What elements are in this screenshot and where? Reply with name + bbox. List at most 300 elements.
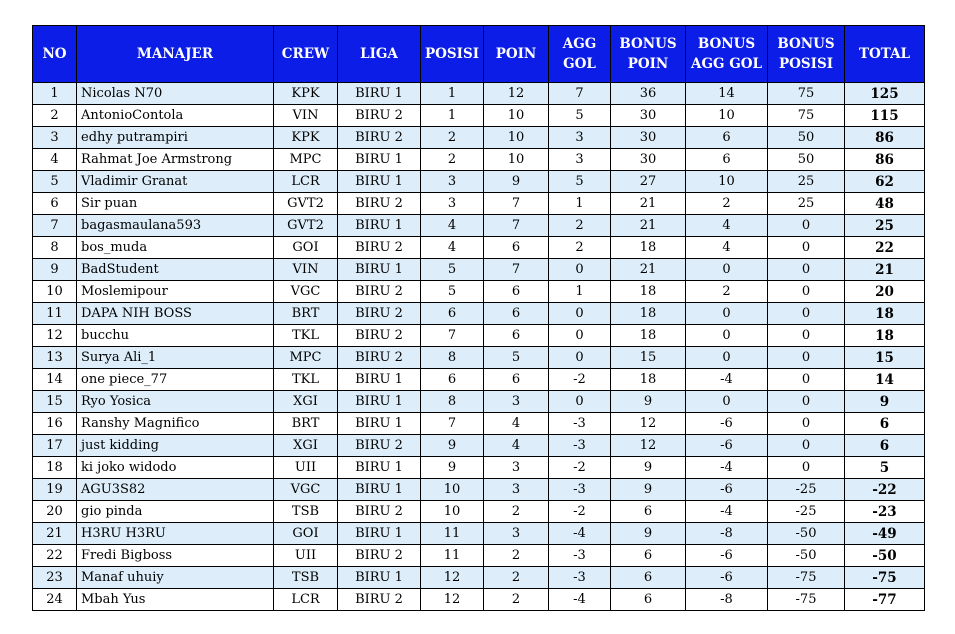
cell-bonus-poin: 36: [611, 83, 686, 105]
cell-liga: BIRU 1: [338, 369, 421, 391]
cell-no: 13: [33, 347, 77, 369]
cell-posisi: 10: [421, 501, 484, 523]
cell-total: 15: [845, 347, 925, 369]
cell-no: 20: [33, 501, 77, 523]
cell-total: 25: [845, 215, 925, 237]
cell-liga: BIRU 1: [338, 479, 421, 501]
cell-manajer: Moslemipour: [77, 281, 274, 303]
cell-total: 6: [845, 435, 925, 457]
table-row: [33, 83, 925, 105]
table-row: [33, 457, 925, 479]
cell-manajer: Mbah Yus: [77, 589, 274, 611]
cell-bonus-agg-gol: 10: [686, 171, 768, 193]
cell-total: 18: [845, 303, 925, 325]
cell-agg-gol: -4: [549, 589, 611, 611]
cell-no: 12: [33, 325, 77, 347]
cell-bonus-posisi: 75: [768, 105, 845, 127]
cell-no: 18: [33, 457, 77, 479]
cell-manajer: just kidding: [77, 435, 274, 457]
cell-total: 5: [845, 457, 925, 479]
cell-no: 24: [33, 589, 77, 611]
cell-no: 10: [33, 281, 77, 303]
cell-liga: BIRU 1: [338, 457, 421, 479]
cell-crew: TSB: [274, 567, 338, 589]
table-row: [33, 479, 925, 501]
cell-poin: 7: [484, 193, 549, 215]
cell-bonus-poin: 6: [611, 589, 686, 611]
cell-poin: 2: [484, 545, 549, 567]
cell-manajer: Sir puan: [77, 193, 274, 215]
table-row: [33, 149, 925, 171]
cell-manajer: gio pinda: [77, 501, 274, 523]
cell-posisi: 11: [421, 545, 484, 567]
cell-bonus-posisi: 0: [768, 413, 845, 435]
cell-bonus-agg-gol: 6: [686, 127, 768, 149]
cell-crew: VGC: [274, 281, 338, 303]
cell-manajer: Rahmat Joe Armstrong: [77, 149, 274, 171]
cell-manajer: Vladimir Granat: [77, 171, 274, 193]
cell-bonus-agg-gol: 4: [686, 237, 768, 259]
cell-bonus-poin: 21: [611, 259, 686, 281]
cell-total: -50: [845, 545, 925, 567]
cell-bonus-agg-gol: -4: [686, 369, 768, 391]
table-row: [33, 369, 925, 391]
cell-posisi: 9: [421, 457, 484, 479]
cell-no: 4: [33, 149, 77, 171]
cell-liga: BIRU 2: [338, 501, 421, 523]
cell-bonus-agg-gol: 0: [686, 303, 768, 325]
cell-bonus-posisi: -75: [768, 567, 845, 589]
cell-total: -23: [845, 501, 925, 523]
cell-posisi: 1: [421, 105, 484, 127]
cell-poin: 10: [484, 127, 549, 149]
cell-no: 15: [33, 391, 77, 413]
header-bonus-agg-gol: [686, 26, 768, 83]
cell-manajer: Nicolas N70: [77, 83, 274, 105]
cell-total: 22: [845, 237, 925, 259]
cell-bonus-posisi: -25: [768, 479, 845, 501]
cell-total: 115: [845, 105, 925, 127]
cell-bonus-posisi: -50: [768, 523, 845, 545]
cell-poin: 10: [484, 105, 549, 127]
cell-posisi: 5: [421, 259, 484, 281]
cell-poin: 2: [484, 501, 549, 523]
cell-no: 8: [33, 237, 77, 259]
cell-poin: 5: [484, 347, 549, 369]
cell-liga: BIRU 2: [338, 347, 421, 369]
cell-crew: VIN: [274, 259, 338, 281]
cell-bonus-agg-gol: 2: [686, 281, 768, 303]
cell-bonus-posisi: -50: [768, 545, 845, 567]
cell-no: 7: [33, 215, 77, 237]
cell-crew: UII: [274, 457, 338, 479]
cell-poin: 6: [484, 369, 549, 391]
cell-no: 9: [33, 259, 77, 281]
cell-poin: 6: [484, 303, 549, 325]
cell-bonus-agg-gol: 0: [686, 347, 768, 369]
cell-bonus-poin: 9: [611, 479, 686, 501]
cell-manajer: bagasmaulana593: [77, 215, 274, 237]
cell-poin: 10: [484, 149, 549, 171]
cell-bonus-poin: 12: [611, 435, 686, 457]
cell-agg-gol: 1: [549, 193, 611, 215]
cell-agg-gol: -3: [549, 413, 611, 435]
cell-bonus-poin: 30: [611, 105, 686, 127]
cell-crew: MPC: [274, 149, 338, 171]
cell-no: 14: [33, 369, 77, 391]
cell-poin: 3: [484, 523, 549, 545]
cell-total: 86: [845, 127, 925, 149]
cell-total: 86: [845, 149, 925, 171]
cell-bonus-poin: 18: [611, 237, 686, 259]
cell-bonus-poin: 21: [611, 215, 686, 237]
cell-crew: TSB: [274, 501, 338, 523]
cell-agg-gol: 7: [549, 83, 611, 105]
header-no: NO: [33, 26, 77, 83]
cell-liga: BIRU 1: [338, 391, 421, 413]
cell-manajer: bos_muda: [77, 237, 274, 259]
cell-poin: 3: [484, 391, 549, 413]
cell-agg-gol: 0: [549, 259, 611, 281]
cell-bonus-posisi: 0: [768, 457, 845, 479]
cell-crew: LCR: [274, 171, 338, 193]
cell-poin: 4: [484, 435, 549, 457]
cell-agg-gol: 2: [549, 237, 611, 259]
cell-manajer: Manaf uhuiy: [77, 567, 274, 589]
cell-liga: BIRU 1: [338, 523, 421, 545]
cell-bonus-posisi: 25: [768, 171, 845, 193]
cell-posisi: 5: [421, 281, 484, 303]
cell-manajer: Ryo Yosica: [77, 391, 274, 413]
cell-total: 9: [845, 391, 925, 413]
header-agg-gol-line1: AGG: [562, 36, 597, 52]
cell-manajer: H3RU H3RU: [77, 523, 274, 545]
cell-agg-gol: 1: [549, 281, 611, 303]
cell-posisi: 6: [421, 369, 484, 391]
cell-manajer: ki joko widodo: [77, 457, 274, 479]
cell-total: 18: [845, 325, 925, 347]
cell-bonus-agg-gol: -6: [686, 545, 768, 567]
cell-agg-gol: 5: [549, 171, 611, 193]
cell-poin: 3: [484, 457, 549, 479]
header-agg-gol-line2: GOL: [563, 56, 596, 72]
cell-bonus-poin: 9: [611, 391, 686, 413]
cell-liga: BIRU 1: [338, 83, 421, 105]
table-row: [33, 435, 925, 457]
header-posisi: POSISI: [421, 26, 484, 83]
cell-bonus-agg-gol: 6: [686, 149, 768, 171]
table-row: [33, 567, 925, 589]
cell-crew: LCR: [274, 589, 338, 611]
cell-no: 19: [33, 479, 77, 501]
cell-no: 21: [33, 523, 77, 545]
cell-poin: 3: [484, 479, 549, 501]
cell-liga: BIRU 1: [338, 413, 421, 435]
header-bonus-posisi: [768, 26, 845, 83]
cell-total: 21: [845, 259, 925, 281]
table-row: [33, 259, 925, 281]
cell-crew: XGI: [274, 435, 338, 457]
cell-bonus-agg-gol: 0: [686, 259, 768, 281]
header-crew: CREW: [274, 26, 338, 83]
cell-bonus-poin: 18: [611, 281, 686, 303]
cell-no: 5: [33, 171, 77, 193]
cell-bonus-poin: 6: [611, 545, 686, 567]
cell-no: 17: [33, 435, 77, 457]
cell-bonus-agg-gol: -6: [686, 567, 768, 589]
table-body: [33, 83, 925, 611]
cell-bonus-agg-gol: 14: [686, 83, 768, 105]
cell-agg-gol: 0: [549, 303, 611, 325]
cell-bonus-poin: 18: [611, 369, 686, 391]
table-row: [33, 325, 925, 347]
cell-liga: BIRU 2: [338, 589, 421, 611]
cell-liga: BIRU 2: [338, 325, 421, 347]
cell-agg-gol: -2: [549, 457, 611, 479]
cell-bonus-poin: 30: [611, 127, 686, 149]
cell-posisi: 9: [421, 435, 484, 457]
cell-poin: 7: [484, 259, 549, 281]
table-row: [33, 193, 925, 215]
cell-bonus-posisi: 50: [768, 127, 845, 149]
cell-posisi: 12: [421, 567, 484, 589]
header-poin: POIN: [484, 26, 549, 83]
header-total: TOTAL: [845, 26, 925, 83]
cell-liga: BIRU 1: [338, 149, 421, 171]
cell-bonus-agg-gol: -4: [686, 457, 768, 479]
cell-poin: 6: [484, 325, 549, 347]
cell-bonus-agg-gol: 10: [686, 105, 768, 127]
cell-bonus-posisi: 0: [768, 215, 845, 237]
cell-poin: 2: [484, 567, 549, 589]
cell-bonus-agg-gol: 2: [686, 193, 768, 215]
cell-liga: BIRU 2: [338, 127, 421, 149]
cell-crew: BRT: [274, 303, 338, 325]
cell-bonus-agg-gol: 0: [686, 325, 768, 347]
cell-bonus-posisi: 50: [768, 149, 845, 171]
cell-bonus-posisi: 0: [768, 391, 845, 413]
cell-agg-gol: -3: [549, 435, 611, 457]
header-bonus-poin-line1: BONUS: [619, 36, 677, 52]
cell-liga: BIRU 1: [338, 259, 421, 281]
header-bonus-poin: [611, 26, 686, 83]
cell-no: 16: [33, 413, 77, 435]
cell-posisi: 3: [421, 193, 484, 215]
cell-total: 14: [845, 369, 925, 391]
cell-manajer: DAPA NIH BOSS: [77, 303, 274, 325]
cell-manajer: one piece_77: [77, 369, 274, 391]
cell-total: 20: [845, 281, 925, 303]
cell-bonus-agg-gol: 4: [686, 215, 768, 237]
table-row: [33, 303, 925, 325]
cell-poin: 2: [484, 589, 549, 611]
cell-manajer: Ranshy Magnifico: [77, 413, 274, 435]
table-row: [33, 171, 925, 193]
cell-poin: 6: [484, 237, 549, 259]
table-row: [33, 501, 925, 523]
cell-posisi: 12: [421, 589, 484, 611]
cell-bonus-poin: 30: [611, 149, 686, 171]
cell-agg-gol: -3: [549, 545, 611, 567]
cell-crew: VGC: [274, 479, 338, 501]
cell-manajer: bucchu: [77, 325, 274, 347]
cell-posisi: 1: [421, 83, 484, 105]
cell-crew: KPK: [274, 83, 338, 105]
header-bonus-posisi-line2: POSISI: [778, 56, 834, 72]
cell-bonus-agg-gol: 0: [686, 391, 768, 413]
cell-bonus-agg-gol: -8: [686, 523, 768, 545]
table-row: [33, 127, 925, 149]
table-row: [33, 105, 925, 127]
cell-crew: UII: [274, 545, 338, 567]
cell-bonus-posisi: 75: [768, 83, 845, 105]
table-row: [33, 589, 925, 611]
cell-bonus-posisi: 0: [768, 303, 845, 325]
cell-posisi: 2: [421, 127, 484, 149]
cell-bonus-poin: 18: [611, 303, 686, 325]
cell-no: 6: [33, 193, 77, 215]
cell-agg-gol: -2: [549, 501, 611, 523]
cell-liga: BIRU 2: [338, 105, 421, 127]
cell-agg-gol: -2: [549, 369, 611, 391]
cell-no: 2: [33, 105, 77, 127]
standings-table: [32, 25, 925, 611]
cell-agg-gol: 2: [549, 215, 611, 237]
cell-bonus-posisi: 0: [768, 259, 845, 281]
cell-bonus-poin: 15: [611, 347, 686, 369]
cell-no: 23: [33, 567, 77, 589]
cell-posisi: 4: [421, 237, 484, 259]
cell-bonus-agg-gol: -6: [686, 479, 768, 501]
cell-bonus-agg-gol: -8: [686, 589, 768, 611]
cell-total: -22: [845, 479, 925, 501]
cell-liga: BIRU 1: [338, 567, 421, 589]
cell-bonus-posisi: 0: [768, 369, 845, 391]
cell-bonus-agg-gol: -6: [686, 435, 768, 457]
table-row: [33, 237, 925, 259]
cell-crew: XGI: [274, 391, 338, 413]
header-manajer: MANAJER: [77, 26, 274, 83]
table-row: [33, 281, 925, 303]
cell-posisi: 11: [421, 523, 484, 545]
cell-bonus-posisi: -25: [768, 501, 845, 523]
cell-liga: BIRU 2: [338, 303, 421, 325]
cell-manajer: Fredi Bigboss: [77, 545, 274, 567]
table-row: [33, 523, 925, 545]
cell-liga: BIRU 2: [338, 237, 421, 259]
cell-posisi: 4: [421, 215, 484, 237]
cell-liga: BIRU 1: [338, 215, 421, 237]
cell-posisi: 10: [421, 479, 484, 501]
cell-crew: GVT2: [274, 215, 338, 237]
header-bonus-posisi-line1: BONUS: [777, 36, 835, 52]
cell-agg-gol: 5: [549, 105, 611, 127]
cell-manajer: AntonioContola: [77, 105, 274, 127]
cell-manajer: Surya Ali_1: [77, 347, 274, 369]
cell-crew: GOI: [274, 523, 338, 545]
cell-bonus-poin: 6: [611, 501, 686, 523]
cell-posisi: 7: [421, 325, 484, 347]
cell-poin: 6: [484, 281, 549, 303]
cell-no: 22: [33, 545, 77, 567]
cell-posisi: 7: [421, 413, 484, 435]
table-row: [33, 545, 925, 567]
header-agg-gol: [549, 26, 611, 83]
header-bonus-agg-line1: BONUS: [697, 36, 756, 52]
header-row: [33, 26, 925, 83]
cell-posisi: 2: [421, 149, 484, 171]
cell-agg-gol: 0: [549, 347, 611, 369]
cell-bonus-poin: 12: [611, 413, 686, 435]
header-liga: LIGA: [338, 26, 421, 83]
table-row: [33, 413, 925, 435]
cell-crew: KPK: [274, 127, 338, 149]
cell-total: 125: [845, 83, 925, 105]
cell-no: 3: [33, 127, 77, 149]
cell-bonus-poin: 27: [611, 171, 686, 193]
table-row: [33, 215, 925, 237]
cell-agg-gol: 0: [549, 391, 611, 413]
cell-crew: TKL: [274, 369, 338, 391]
cell-posisi: 6: [421, 303, 484, 325]
cell-posisi: 8: [421, 391, 484, 413]
header-bonus-agg-line2: AGG GOL: [690, 56, 762, 72]
cell-agg-gol: 3: [549, 149, 611, 171]
cell-liga: BIRU 2: [338, 193, 421, 215]
cell-total: -75: [845, 567, 925, 589]
cell-liga: BIRU 2: [338, 435, 421, 457]
cell-crew: MPC: [274, 347, 338, 369]
cell-bonus-poin: 9: [611, 457, 686, 479]
cell-agg-gol: -3: [549, 567, 611, 589]
cell-crew: GVT2: [274, 193, 338, 215]
cell-total: -49: [845, 523, 925, 545]
cell-total: 48: [845, 193, 925, 215]
cell-bonus-poin: 9: [611, 523, 686, 545]
cell-poin: 7: [484, 215, 549, 237]
cell-bonus-posisi: 0: [768, 435, 845, 457]
cell-agg-gol: 3: [549, 127, 611, 149]
cell-no: 11: [33, 303, 77, 325]
cell-manajer: AGU3S82: [77, 479, 274, 501]
cell-manajer: BadStudent: [77, 259, 274, 281]
cell-crew: TKL: [274, 325, 338, 347]
cell-posisi: 8: [421, 347, 484, 369]
cell-bonus-poin: 6: [611, 567, 686, 589]
table-row: [33, 347, 925, 369]
cell-bonus-posisi: 0: [768, 237, 845, 259]
cell-total: 62: [845, 171, 925, 193]
cell-bonus-posisi: 0: [768, 347, 845, 369]
cell-bonus-posisi: 25: [768, 193, 845, 215]
cell-bonus-agg-gol: -4: [686, 501, 768, 523]
cell-agg-gol: -3: [549, 479, 611, 501]
cell-manajer: edhy putrampiri: [77, 127, 274, 149]
cell-agg-gol: -4: [549, 523, 611, 545]
header-bonus-poin-line2: POIN: [627, 56, 669, 72]
cell-liga: BIRU 2: [338, 281, 421, 303]
cell-total: -77: [845, 589, 925, 611]
cell-poin: 4: [484, 413, 549, 435]
cell-posisi: 3: [421, 171, 484, 193]
cell-bonus-agg-gol: -6: [686, 413, 768, 435]
table-header: [33, 26, 925, 83]
cell-bonus-posisi: -75: [768, 589, 845, 611]
cell-bonus-posisi: 0: [768, 325, 845, 347]
cell-crew: BRT: [274, 413, 338, 435]
cell-bonus-poin: 18: [611, 325, 686, 347]
cell-crew: VIN: [274, 105, 338, 127]
